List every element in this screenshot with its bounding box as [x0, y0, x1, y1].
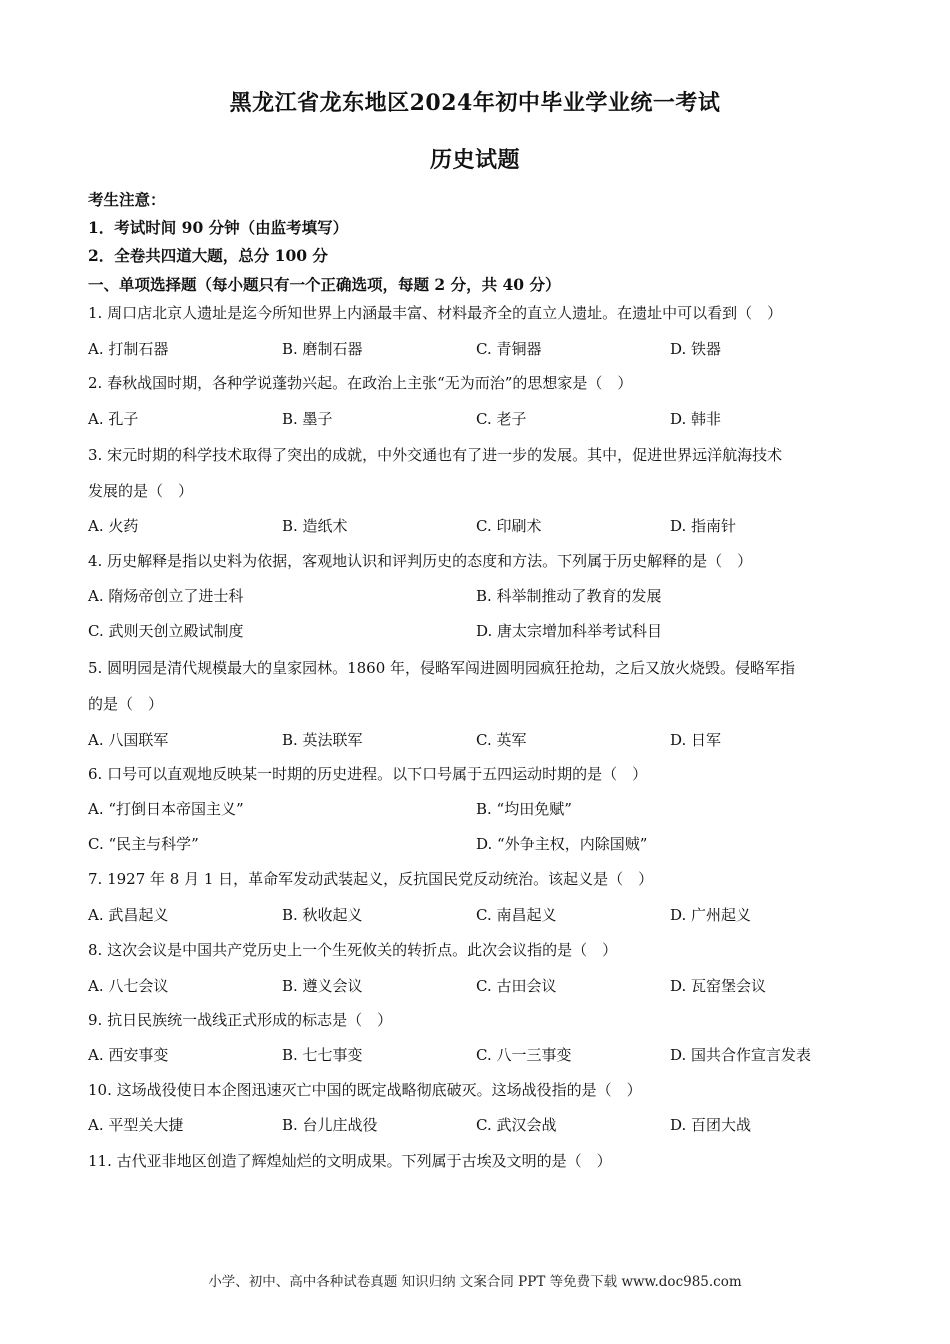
option-c: C. 老子: [476, 410, 527, 428]
question-stem: 3. 宋元时期的科学技术取得了突出的成就，中外交通也有了进一步的发展。其中，促进世界远洋航海技术: [88, 446, 783, 464]
notice-heading: 考生注意：: [88, 190, 166, 209]
option-d: D. 指南针: [670, 517, 737, 535]
option-c: C. 武汉会战: [476, 1116, 557, 1134]
option-d: D. 日军: [670, 731, 722, 749]
option-d: D. 瓦窑堡会议: [670, 977, 767, 995]
option-a: A. 武昌起义: [88, 906, 169, 924]
option-a: A. 火药: [88, 517, 139, 535]
option-d: D. 唐太宗增加科举考试科目: [476, 622, 663, 640]
question-stem: 5. 圆明园是清代规模最大的皇家园林。1860 年，侵略军闯进圆明园疯狂抢劫，之后又放火烧毁。侵略军指: [88, 659, 796, 677]
option-c: C. “民主与科学”: [88, 835, 199, 853]
option-b: B. 秋收起义: [282, 906, 363, 924]
option-a: A. 八国联军: [88, 731, 169, 749]
option-b: B. 磨制石器: [282, 340, 363, 358]
question-stem-cont: 的是（ ）: [88, 695, 164, 713]
exam-title: 黑龙江省龙东地区2024年初中毕业学业统一考试: [229, 90, 721, 116]
option-b: B. “均田免赋”: [476, 800, 572, 818]
option-c: C. 英军: [476, 731, 527, 749]
option-b: B. 墨子: [282, 410, 333, 428]
option-d: D. 百团大战: [670, 1116, 752, 1134]
question-stem-cont: 发展的是（ ）: [88, 482, 194, 500]
option-d: D. 广州起义: [670, 906, 752, 924]
question-stem: 9. 抗日民族统一战线正式形成的标志是（ ）: [88, 1011, 393, 1029]
option-b: B. 英法联军: [282, 731, 363, 749]
question-stem: 2. 春秋战国时期，各种学说蓬勃兴起。在政治上主张“无为而治”的思想家是（ ）: [88, 374, 633, 392]
question-stem: 7. 1927 年 8 月 1 日，革命军发动武装起义，反抗国民党反动统治。该起义是（ ）: [88, 870, 654, 888]
notice-item: 1．考试时间 90 分钟（由监考填写）: [88, 218, 349, 237]
option-d: D. 国共合作宣言发表: [670, 1046, 812, 1064]
option-b: B. 七七事变: [282, 1046, 363, 1064]
option-b: B. 科举制推动了教育的发展: [476, 587, 662, 605]
option-c: C. 八一三事变: [476, 1046, 572, 1064]
option-b: B. 台儿庄战役: [282, 1116, 378, 1134]
option-c: C. 武则天创立殿试制度: [88, 622, 244, 640]
option-b: B. 造纸术: [282, 517, 348, 535]
option-a: A. 西安事变: [88, 1046, 169, 1064]
exam-subtitle: 历史试题: [429, 147, 520, 173]
option-d: D. 铁器: [670, 340, 722, 358]
option-a: A. 隋炀帝创立了进士科: [88, 587, 244, 605]
option-a: A. 打制石器: [88, 340, 169, 358]
question-stem: 4. 历史解释是指以史料为依据，客观地认识和评判历史的态度和方法。下列属于历史解释的是（ ）: [88, 552, 753, 570]
question-stem: 1. 周口店北京人遗址是迄今所知世界上内涵最丰富、材料最齐全的直立人遗址。在遗址中可以看到（ ）: [88, 304, 783, 322]
option-c: C. 印刷术: [476, 517, 542, 535]
question-stem: 8. 这次会议是中国共产党历史上一个生死攸关的转折点。此次会议指的是（ ）: [88, 941, 618, 959]
option-b: B. 遵义会议: [282, 977, 363, 995]
option-a: A. 孔子: [88, 410, 139, 428]
notice-item: 2．全卷共四道大题，总分 100 分: [88, 246, 328, 265]
option-c: C. 南昌起义: [476, 906, 557, 924]
option-c: C. 古田会议: [476, 977, 557, 995]
option-a: A. “打倒日本帝国主义”: [88, 800, 244, 818]
page-footer: 小学、初中、高中各种试卷真题 知识归纳 文案合同 PPT 等免费下载 www.doc985.com: [208, 1274, 742, 1290]
option-d: D. “外争主权，内除国贼”: [476, 835, 648, 853]
section-heading: 一、单项选择题（每小题只有一个正确选项，每题 2 分，共 40 分）: [88, 275, 561, 294]
question-stem: 10. 这场战役使日本企图迅速灭亡中国的既定战略彻底破灭。这场战役指的是（ ）: [88, 1081, 642, 1099]
option-c: C. 青铜器: [476, 340, 542, 358]
option-a: A. 平型关大捷: [88, 1116, 184, 1134]
question-stem: 11. 古代亚非地区创造了辉煌灿烂的文明成果。下列属于古埃及文明的是（ ）: [88, 1152, 612, 1170]
option-a: A. 八七会议: [88, 977, 169, 995]
question-stem: 6. 口号可以直观地反映某一时期的历史进程。以下口号属于五四运动时期的是（ ）: [88, 765, 648, 783]
option-d: D. 韩非: [670, 410, 722, 428]
